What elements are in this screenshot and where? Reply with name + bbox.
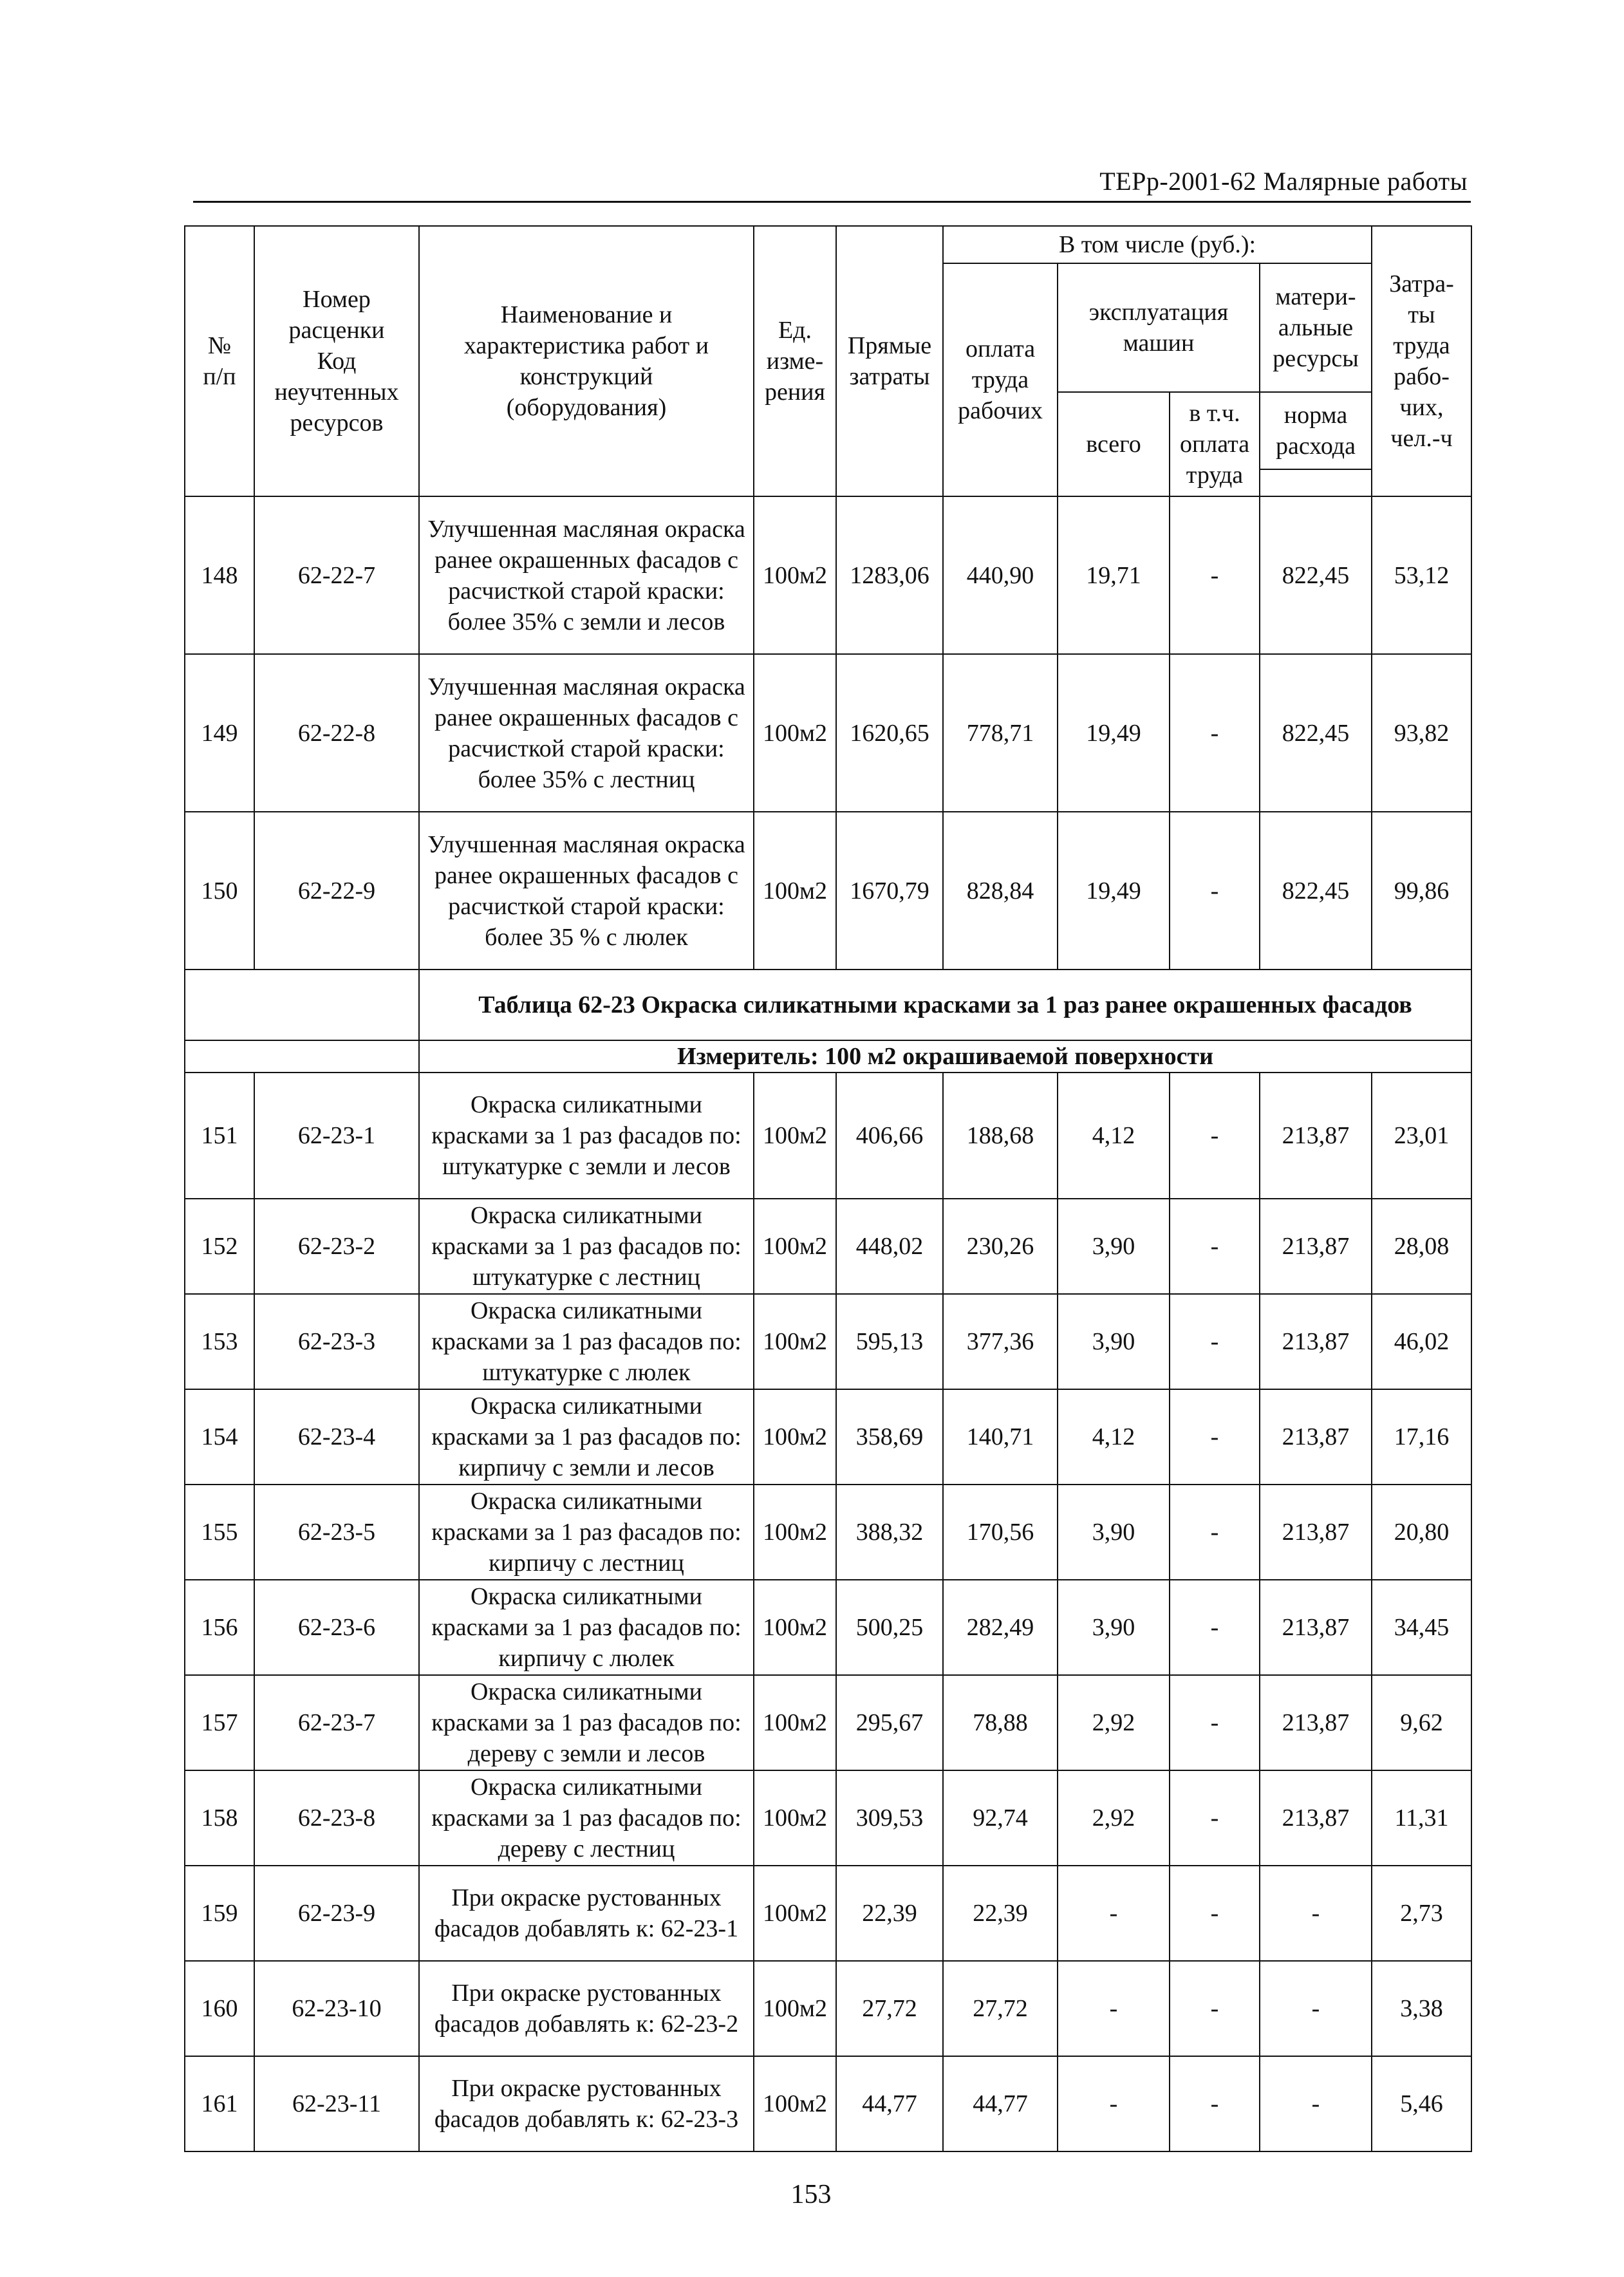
machines-labor-pay: - [1170,1675,1260,1770]
work-description: Улучшенная масляная окраска ранее окрашенных фасадов с расчисткой старой краски: более 35 % с люлек [419,812,754,970]
machines-labor-pay: - [1170,1294,1260,1389]
row-number: 155 [185,1485,254,1580]
table-row [185,1485,1471,1580]
table-row [185,1675,1471,1770]
header-direct-costs: Прямые затраты [836,226,943,496]
machines-labor-pay: - [1170,1770,1260,1866]
work-description: Окраска силикатными красками за 1 раз фасадов по: кирпичу с лестниц [419,1485,754,1580]
labor-pay: 22,39 [943,1866,1058,1961]
machines-labor-pay: - [1170,654,1260,812]
materials-norm: 213,87 [1260,1389,1372,1485]
table-title: Таблица 62-23 Окраска силикатными красками за 1 раз ранее окрашенных фасадов [419,970,1471,1040]
row-number: 160 [185,1961,254,2056]
rate-code: 62-22-8 [254,654,419,812]
table-row [185,654,1471,812]
work-description: При окраске рустованных фасадов добавлять к: 62-23-2 [419,1961,754,2056]
direct-costs: 1620,65 [836,654,943,812]
work-description: При окраске рустованных фасадов добавлять к: 62-23-3 [419,2056,754,2151]
row-number: 148 [185,496,254,654]
materials-norm: 213,87 [1260,1675,1372,1770]
rate-code: 62-23-6 [254,1580,419,1675]
labor-pay: 170,56 [943,1485,1058,1580]
table-section-row [185,970,1471,1040]
machines-total: 19,71 [1058,496,1170,654]
work-description: Улучшенная масляная окраска ранее окрашенных фасадов с расчисткой старой краски: более 35% с лестниц [419,654,754,812]
unit: 100м2 [754,2056,836,2151]
rate-code: 62-23-1 [254,1073,419,1199]
header-machines-pay: в т.ч. оплата труда [1170,392,1260,496]
row-number: 153 [185,1294,254,1389]
unit: 100м2 [754,1199,836,1294]
machines-labor-pay: - [1170,1073,1260,1199]
empty-cell [185,1040,419,1073]
rate-code: 62-23-3 [254,1294,419,1389]
labor-pay: 282,49 [943,1580,1058,1675]
materials-norm: - [1260,1866,1372,1961]
rate-code: 62-22-9 [254,812,419,970]
machines-labor-pay: - [1170,496,1260,654]
labor-pay: 78,88 [943,1675,1058,1770]
machines-labor-pay: - [1170,1485,1260,1580]
machines-total: 4,12 [1058,1073,1170,1199]
rate-code: 62-22-7 [254,496,419,654]
work-description: Окраска силикатными красками за 1 раз фасадов по: дереву с лестниц [419,1770,754,1866]
table-row [185,1770,1471,1866]
rate-code: 62-23-8 [254,1770,419,1866]
unit: 100м2 [754,654,836,812]
labor-cost: 17,16 [1372,1389,1471,1485]
header-materials-norm: норма расхода [1260,392,1372,469]
row-number: 149 [185,654,254,812]
header-machines-total: всего [1058,392,1170,496]
row-number: 150 [185,812,254,970]
header-unit: Ед. изме- рения [754,226,836,496]
materials-norm: 213,87 [1260,1073,1372,1199]
header-machines: эксплуатация машин [1058,263,1260,392]
unit: 100м2 [754,1485,836,1580]
direct-costs: 388,32 [836,1485,943,1580]
header-num: № п/п [185,226,254,496]
table-row [185,1866,1471,1961]
labor-cost: 23,01 [1372,1073,1471,1199]
header-including: В том числе (руб.): [943,226,1372,263]
header-labor-cost: Затра- ты труда рабо- чих, чел.-ч [1372,226,1471,496]
work-description: Окраска силикатными красками за 1 раз фасадов по: штукатурке с земли и лесов [419,1073,754,1199]
row-number: 151 [185,1073,254,1199]
labor-pay: 140,71 [943,1389,1058,1485]
row-number: 159 [185,1866,254,1961]
materials-norm: 822,45 [1260,812,1372,970]
labor-pay: 188,68 [943,1073,1058,1199]
materials-norm: 822,45 [1260,654,1372,812]
machines-labor-pay: - [1170,1389,1260,1485]
work-description: Окраска силикатными красками за 1 раз фасадов по: штукатурке с лестниц [419,1199,754,1294]
materials-norm: - [1260,2056,1372,2151]
work-description: Окраска силикатными красками за 1 раз фасадов по: кирпичу с земли и лесов [419,1389,754,1485]
measure-row [185,1040,1471,1073]
labor-cost: 20,80 [1372,1485,1471,1580]
direct-costs: 500,25 [836,1580,943,1675]
table-row [185,1294,1471,1389]
unit: 100м2 [754,1294,836,1389]
machines-labor-pay: - [1170,1866,1260,1961]
labor-cost: 99,86 [1372,812,1471,970]
labor-pay: 44,77 [943,2056,1058,2151]
work-description: При окраске рустованных фасадов добавлять к: 62-23-1 [419,1866,754,1961]
labor-cost: 46,02 [1372,1294,1471,1389]
rate-code: 62-23-4 [254,1389,419,1485]
unit: 100м2 [754,1770,836,1866]
header-materials-empty [1260,469,1372,496]
materials-norm: - [1260,1961,1372,2056]
machines-total: 2,92 [1058,1770,1170,1866]
row-number: 157 [185,1675,254,1770]
machines-total: 19,49 [1058,812,1170,970]
header-code: Номер расценки Код неучтенных ресурсов [254,226,419,496]
machines-total: 2,92 [1058,1675,1170,1770]
rate-code: 62-23-7 [254,1675,419,1770]
machines-labor-pay: - [1170,1199,1260,1294]
work-description: Окраска силикатными красками за 1 раз фасадов по: дереву с земли и лесов [419,1675,754,1770]
table-row [185,2056,1471,2151]
direct-costs: 27,72 [836,1961,943,2056]
labor-cost: 34,45 [1372,1580,1471,1675]
direct-costs: 1670,79 [836,812,943,970]
header-materials: матери- альные ресурсы [1260,263,1372,392]
header-labor-pay: оплата труда рабочих [943,263,1058,496]
unit: 100м2 [754,1580,836,1675]
row-number: 156 [185,1580,254,1675]
empty-cell [185,970,419,1040]
direct-costs: 448,02 [836,1199,943,1294]
labor-cost: 53,12 [1372,496,1471,654]
rate-code: 62-23-11 [254,2056,419,2151]
labor-pay: 27,72 [943,1961,1058,2056]
labor-cost: 28,08 [1372,1199,1471,1294]
rate-code: 62-23-2 [254,1199,419,1294]
direct-costs: 1283,06 [836,496,943,654]
rate-code: 62-23-10 [254,1961,419,2056]
machines-total: 3,90 [1058,1294,1170,1389]
unit: 100м2 [754,1675,836,1770]
header-rule [193,201,1471,203]
running-header: ТЕРр-2001-62 Малярные работы [1099,167,1468,196]
rate-code: 62-23-5 [254,1485,419,1580]
row-number: 158 [185,1770,254,1866]
measure-unit: Измеритель: 100 м2 окрашиваемой поверхности [419,1040,1471,1073]
rate-code: 62-23-9 [254,1866,419,1961]
machines-total: - [1058,1961,1170,2056]
labor-pay: 778,71 [943,654,1058,812]
unit: 100м2 [754,1961,836,2056]
machines-total: - [1058,2056,1170,2151]
row-number: 161 [185,2056,254,2151]
machines-total: 4,12 [1058,1389,1170,1485]
machines-total: 3,90 [1058,1580,1170,1675]
table-row [185,1073,1471,1199]
labor-cost: 2,73 [1372,1866,1471,1961]
machines-total: - [1058,1866,1170,1961]
direct-costs: 295,67 [836,1675,943,1770]
unit: 100м2 [754,1389,836,1485]
unit: 100м2 [754,496,836,654]
direct-costs: 358,69 [836,1389,943,1485]
header-name: Наименование и характеристика работ и конструкций (оборудования) [419,226,754,496]
materials-norm: 213,87 [1260,1485,1372,1580]
price-table [184,225,1472,2152]
materials-norm: 213,87 [1260,1580,1372,1675]
machines-total: 3,90 [1058,1199,1170,1294]
materials-norm: 213,87 [1260,1770,1372,1866]
direct-costs: 406,66 [836,1073,943,1199]
row-number: 154 [185,1389,254,1485]
table-row [185,1961,1471,2056]
materials-norm: 822,45 [1260,496,1372,654]
labor-pay: 440,90 [943,496,1058,654]
table-row [185,1199,1471,1294]
direct-costs: 595,13 [836,1294,943,1389]
labor-cost: 9,62 [1372,1675,1471,1770]
labor-pay: 377,36 [943,1294,1058,1389]
labor-pay: 828,84 [943,812,1058,970]
direct-costs: 22,39 [836,1866,943,1961]
labor-cost: 11,31 [1372,1770,1471,1866]
machines-labor-pay: - [1170,1580,1260,1675]
labor-cost: 3,38 [1372,1961,1471,2056]
work-description: Улучшенная масляная окраска ранее окрашенных фасадов с расчисткой старой краски: более 35% с земли и лесов [419,496,754,654]
materials-norm: 213,87 [1260,1199,1372,1294]
direct-costs: 44,77 [836,2056,943,2151]
header-row [185,226,1471,263]
labor-pay: 230,26 [943,1199,1058,1294]
table-row [185,812,1471,970]
unit: 100м2 [754,1073,836,1199]
table-row [185,496,1471,654]
machines-total: 3,90 [1058,1485,1170,1580]
work-description: Окраска силикатными красками за 1 раз фасадов по: штукатурке с люлек [419,1294,754,1389]
work-description: Окраска силикатными красками за 1 раз фасадов по: кирпичу с люлек [419,1580,754,1675]
machines-labor-pay: - [1170,1961,1260,2056]
machines-labor-pay: - [1170,812,1260,970]
table-row [185,1389,1471,1485]
materials-norm: 213,87 [1260,1294,1372,1389]
labor-pay: 92,74 [943,1770,1058,1866]
page-number: 153 [790,2180,832,2209]
row-number: 152 [185,1199,254,1294]
machines-labor-pay: - [1170,2056,1260,2151]
direct-costs: 309,53 [836,1770,943,1866]
table-row [185,1580,1471,1675]
unit: 100м2 [754,1866,836,1961]
labor-cost: 93,82 [1372,654,1471,812]
machines-total: 19,49 [1058,654,1170,812]
unit: 100м2 [754,812,836,970]
labor-cost: 5,46 [1372,2056,1471,2151]
